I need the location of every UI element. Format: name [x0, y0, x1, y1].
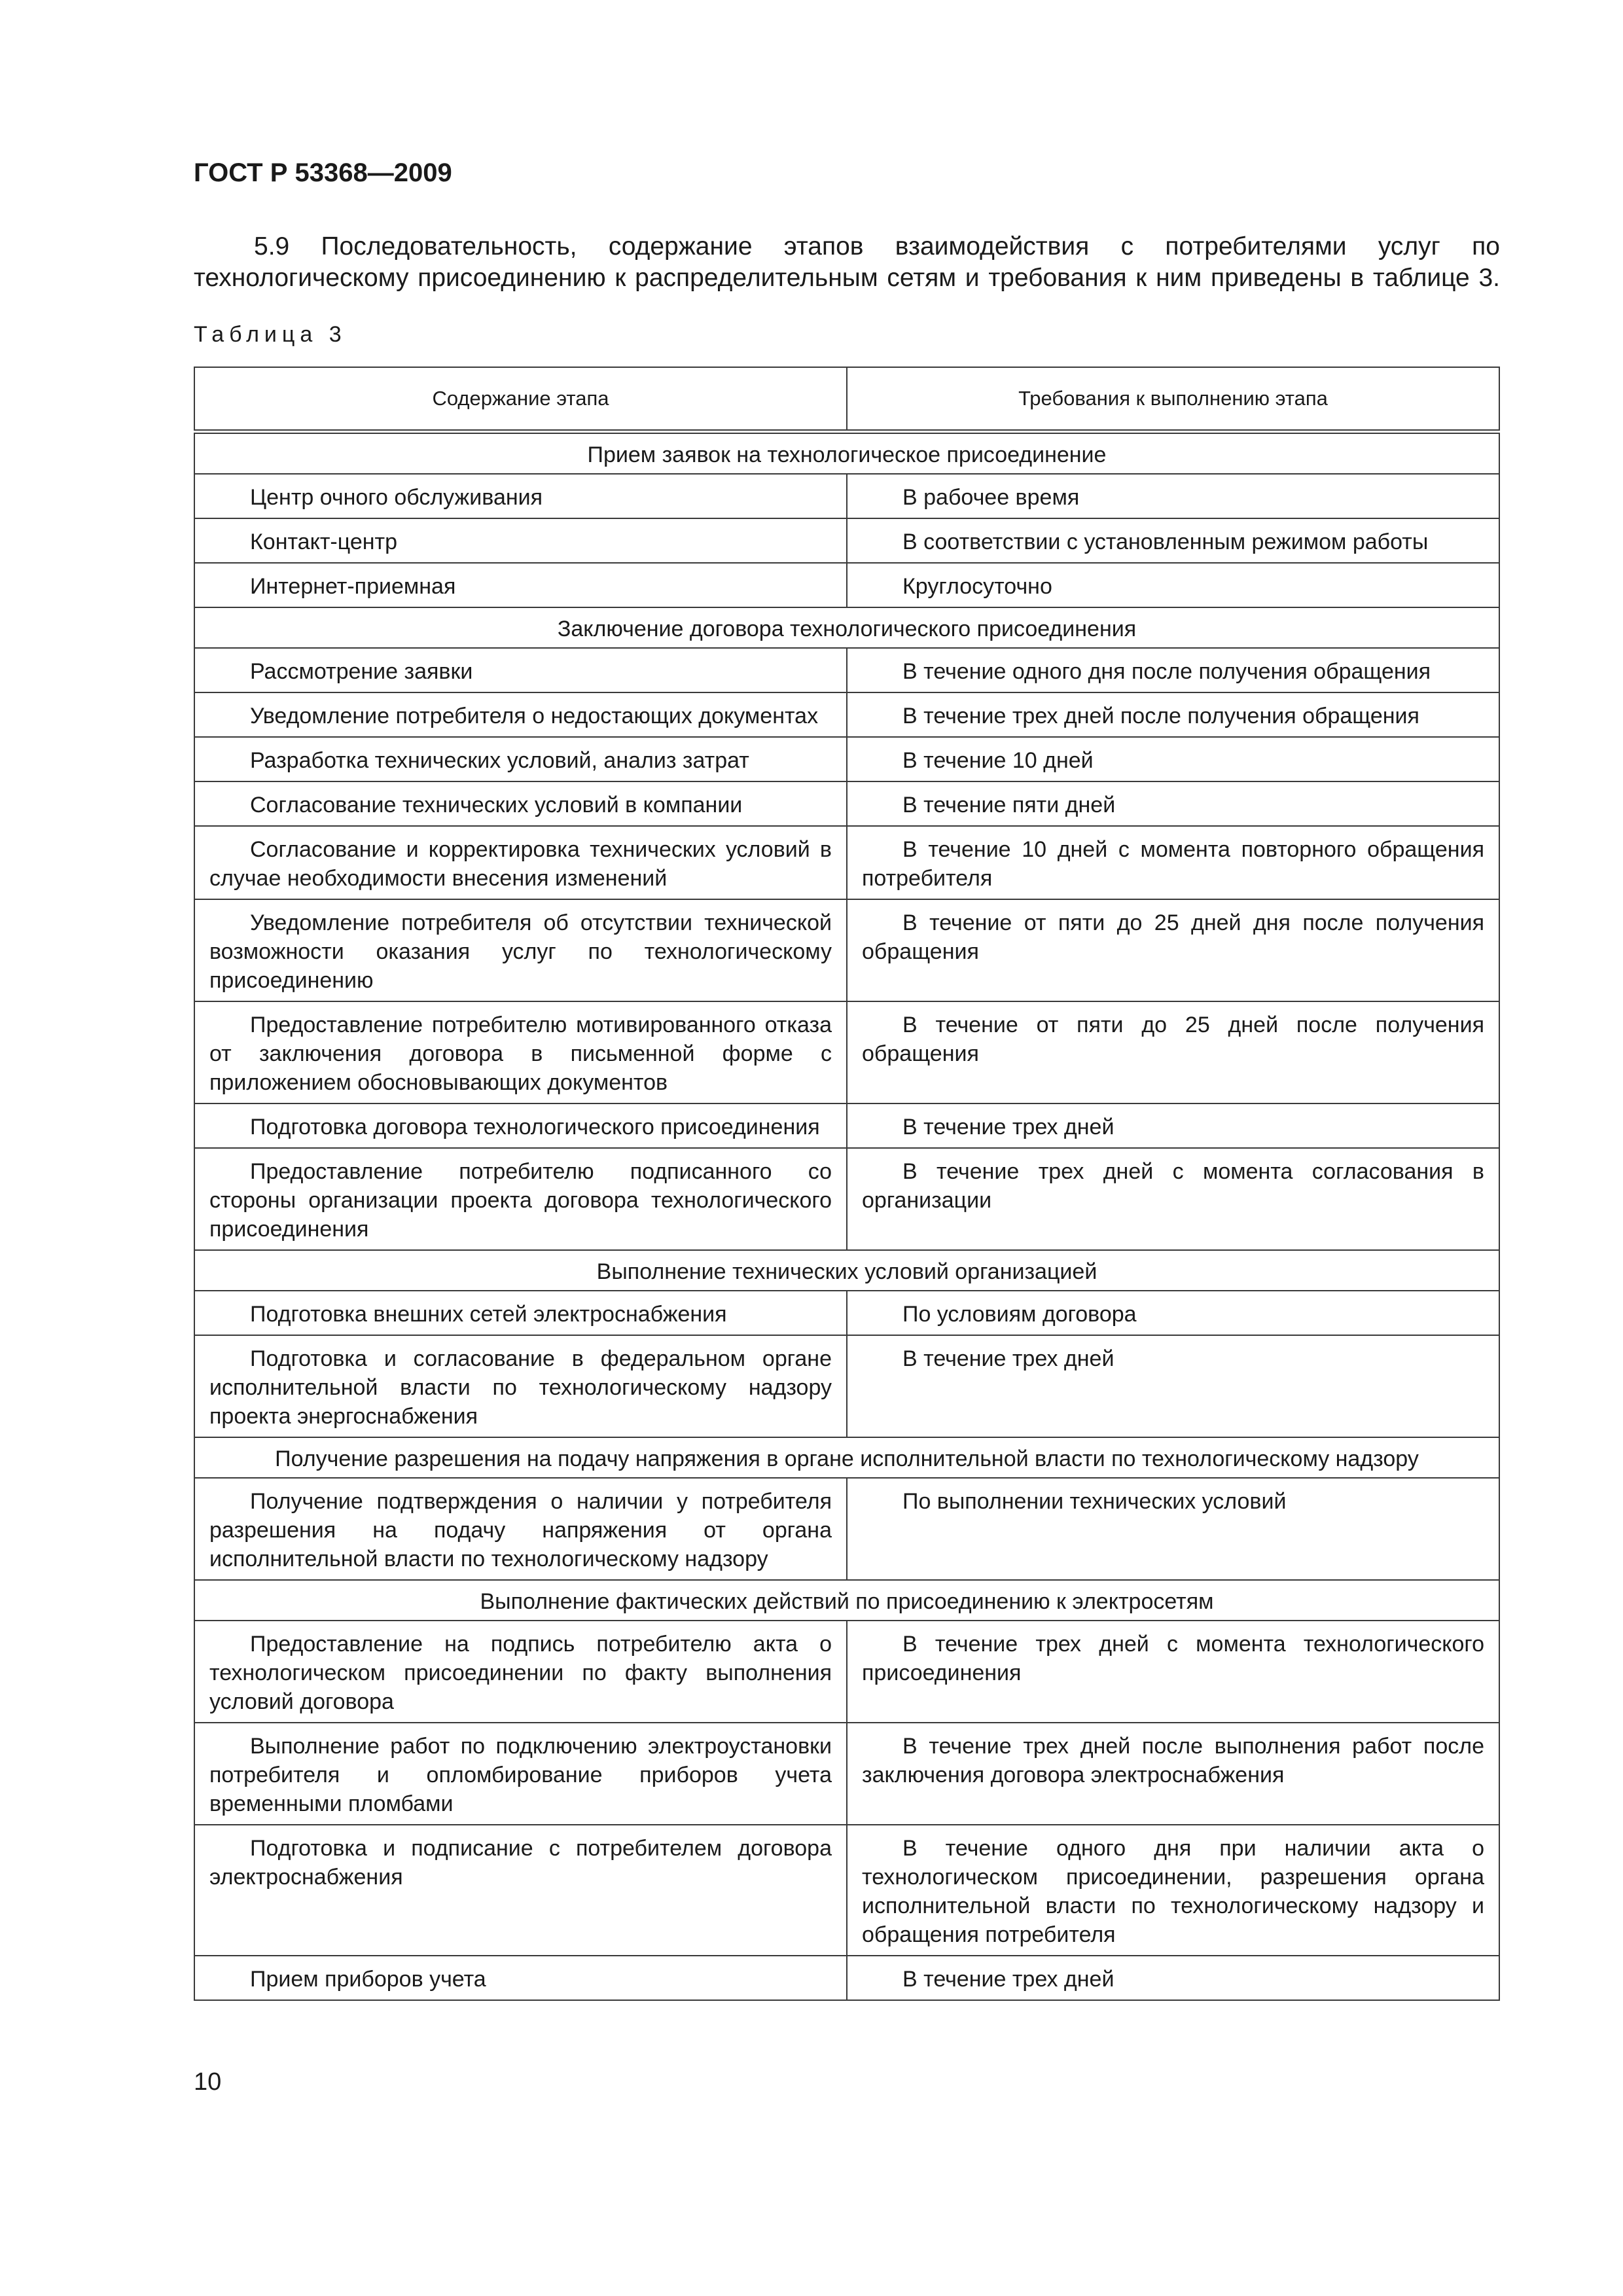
stage-cell: Прием приборов учета — [194, 1956, 847, 2000]
intro-paragraph: 5.9 Последовательность, содержание этапов взаимодействия с потребителями услуг по технологическому присоединению к распределительным сетям и требования к ним приведены в таблице 3. — [194, 232, 1500, 292]
section-header-row — [194, 1580, 1499, 1621]
requirement-cell: В соответствии с установленным режимом работы — [847, 518, 1499, 563]
table-row — [194, 1001, 1499, 1103]
section-title: Выполнение технических условий организацией — [194, 1250, 1499, 1291]
requirement-cell: В течение трех дней — [847, 1103, 1499, 1148]
requirement-cell: В течение пяти дней — [847, 781, 1499, 826]
stage-cell: Подготовка договора технологического присоединения — [194, 1103, 847, 1148]
requirement-cell: В рабочее время — [847, 474, 1499, 518]
table-header-row — [194, 367, 1499, 432]
table-row — [194, 1723, 1499, 1825]
section-title: Прием заявок на технологическое присоединение — [194, 432, 1499, 475]
stage-cell: Предоставление потребителю подписанного со стороны организации проекта договора технологического присоединения — [194, 1148, 847, 1250]
stage-cell: Рассмотрение заявки — [194, 648, 847, 692]
requirement-cell: В течение 10 дней — [847, 737, 1499, 781]
section-header-row — [194, 607, 1499, 648]
requirement-cell: В течение от пяти до 25 дней после получения обращения — [847, 1001, 1499, 1103]
section-title: Заключение договора технологического присоединения — [194, 607, 1499, 648]
requirement-cell: В течение одного дня после получения обращения — [847, 648, 1499, 692]
section-header-row — [194, 1437, 1499, 1478]
stage-cell: Контакт-центр — [194, 518, 847, 563]
stage-cell: Предоставление потребителю мотивированного отказа от заключения договора в письменной форме с приложением обосновывающих документов — [194, 1001, 847, 1103]
table-row — [194, 692, 1499, 737]
table-row — [194, 474, 1499, 518]
requirement-cell: В течение трех дней с момента технологического присоединения — [847, 1621, 1499, 1723]
stage-cell: Согласование и корректировка технических условий в случае необходимости внесения изменений — [194, 826, 847, 899]
requirement-cell: Круглосуточно — [847, 563, 1499, 607]
section-title: Выполнение фактических действий по присоединению к электросетям — [194, 1580, 1499, 1621]
stage-cell: Интернет-приемная — [194, 563, 847, 607]
stage-cell: Центр очного обслуживания — [194, 474, 847, 518]
section-header-row — [194, 1250, 1499, 1291]
stage-cell: Получение подтверждения о наличии у потребителя разрешения на подачу напряжения от органа исполнительной власти по технологическому надзору — [194, 1478, 847, 1580]
table-row — [194, 737, 1499, 781]
table-row — [194, 1478, 1499, 1580]
requirement-cell: В течение трех дней с момента согласования в организации — [847, 1148, 1499, 1250]
column-header-requirements: Требования к выполнению этапа — [847, 367, 1499, 432]
section-header-row — [194, 432, 1499, 475]
table-row — [194, 899, 1499, 1001]
stage-cell: Уведомление потребителя об отсутствии технической возможности оказания услуг по технологическому присоединению — [194, 899, 847, 1001]
requirement-cell: В течение от пяти до 25 дней дня после получения обращения — [847, 899, 1499, 1001]
requirement-cell: По выполнении технических условий — [847, 1478, 1499, 1580]
page-number: 10 — [194, 2068, 222, 2096]
table-row — [194, 1148, 1499, 1250]
table-row — [194, 1621, 1499, 1723]
stage-cell: Предоставление на подпись потребителю акта о технологическом присоединении по факту выполнения условий договора — [194, 1621, 847, 1723]
table-row — [194, 648, 1499, 692]
stage-cell: Подготовка и подписание с потребителем договора электроснабжения — [194, 1825, 847, 1956]
table-row — [194, 1103, 1499, 1148]
document-code: ГОСТ Р 53368—2009 — [194, 158, 452, 187]
table-body — [194, 432, 1499, 2001]
column-header-stage: Содержание этапа — [194, 367, 847, 432]
table-row — [194, 781, 1499, 826]
table-row — [194, 1291, 1499, 1335]
requirement-cell: В течение трех дней после выполнения работ после заключения договора электроснабжения — [847, 1723, 1499, 1825]
stage-cell: Подготовка и согласование в федеральном органе исполнительной власти по технологическому надзору проекта энергоснабжения — [194, 1335, 847, 1437]
requirement-cell: В течение трех дней после получения обращения — [847, 692, 1499, 737]
requirement-cell: В течение 10 дней с момента повторного обращения потребителя — [847, 826, 1499, 899]
requirement-cell: По условиям договора — [847, 1291, 1499, 1335]
stage-cell: Разработка технических условий, анализ затрат — [194, 737, 847, 781]
requirement-cell: В течение трех дней — [847, 1956, 1499, 2000]
table-row — [194, 1335, 1499, 1437]
table-row — [194, 1956, 1499, 2000]
table-row — [194, 518, 1499, 563]
table-row — [194, 563, 1499, 607]
stages-table — [194, 367, 1500, 2001]
stage-cell: Подготовка внешних сетей электроснабжения — [194, 1291, 847, 1335]
requirement-cell: В течение одного дня при наличии акта о технологическом присоединении, разрешения органа исполнительной власти по технологическому надзору и обращения потребителя — [847, 1825, 1499, 1956]
table-caption: Таблица 3 — [194, 322, 347, 347]
requirement-cell: В течение трех дней — [847, 1335, 1499, 1437]
table-row — [194, 1825, 1499, 1956]
stage-cell: Уведомление потребителя о недостающих документах — [194, 692, 847, 737]
section-title: Получение разрешения на подачу напряжения в органе исполнительной власти по технологическому надзору — [194, 1437, 1499, 1478]
table-row — [194, 826, 1499, 899]
stage-cell: Согласование технических условий в компании — [194, 781, 847, 826]
stage-cell: Выполнение работ по подключению электроустановки потребителя и опломбирование приборов учета временными пломбами — [194, 1723, 847, 1825]
